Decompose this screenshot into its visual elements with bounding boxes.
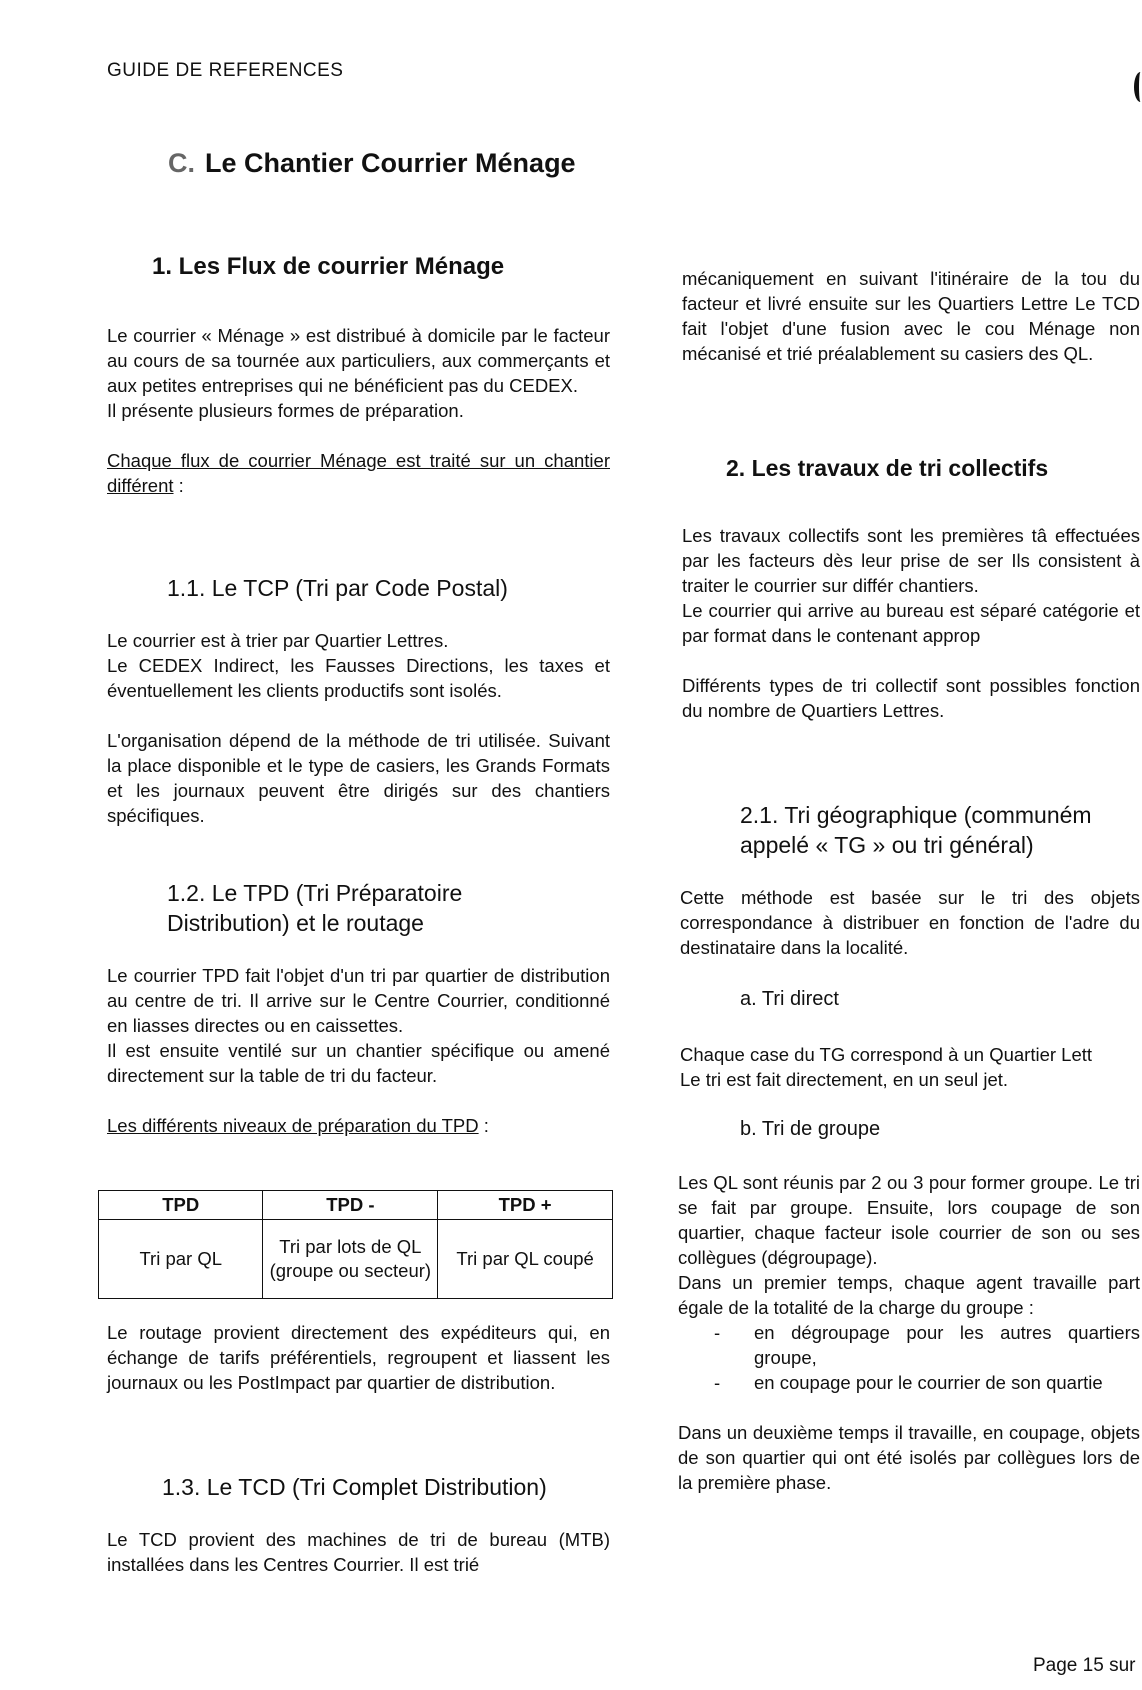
- section-1-heading: 1. Les Flux de courrier Ménage: [152, 253, 505, 280]
- section-2-1-heading: 2.1. Tri géographique (communém appelé « TG » ou tri général): [740, 802, 1092, 858]
- s1-underlined-text: Chaque flux de courrier Ménage est traité sur un chantier différent: [107, 450, 610, 496]
- routage-paragraph: Le routage provient directement des expéditeurs qui, en échange de tarifs préférentiels, regroupent et liassent les journaux ou les PostImpact par quartier de distribution.: [107, 1322, 610, 1393]
- table-caption-text: Les différents niveaux de préparation du TPD: [107, 1115, 479, 1136]
- table-caption: [107, 1113, 610, 1138]
- b-paragraph-3: Dans un deuxième temps il travaille, en coupage, objets de son quartier qui ont été isolés par collègues lors de la première phase.: [678, 1422, 1140, 1493]
- subsection-b-heading: b. Tri de groupe: [740, 1118, 881, 1140]
- tpd-header-cell: TPD: [99, 1191, 263, 1220]
- subsection-b-body: [678, 1170, 1140, 1495]
- list-item: - en coupage pour le courrier de son quartie: [678, 1370, 1140, 1395]
- section-1-1-body: [107, 628, 610, 828]
- subsection-a-heading: a. Tri direct: [740, 988, 839, 1010]
- s12-paragraph-2: Il est ensuite ventilé sur un chantier spécifique ou amené directement sur la table de tri du facteur.: [107, 1040, 610, 1086]
- s11-paragraph-1: Le courrier est à trier par Quartier Lettres.: [107, 630, 449, 651]
- s12-paragraph-1: Le courrier TPD fait l'objet d'un tri par quartier de distribution au centre de tri. Il arrive sur le Centre Courrier, conditionné en liasses directes ou en caissettes.: [107, 965, 610, 1036]
- title-letter: C.: [168, 148, 195, 178]
- document-title: [168, 148, 576, 179]
- list-item: - en dégroupage pour les autres quartiers groupe,: [678, 1320, 1140, 1370]
- tpd-header-cell: TPD -: [263, 1191, 438, 1220]
- tpd-table: [98, 1190, 613, 1299]
- section-2-heading: 2. Les travaux de tri collectifs: [726, 455, 1049, 481]
- section-1-1-heading: 1.1. Le TCP (Tri par Code Postal): [167, 575, 508, 601]
- table-row: [99, 1220, 613, 1299]
- b-paragraph-2: Dans un premier temps, chaque agent travaille part égale de la totalité de la charge du groupe :: [678, 1272, 1140, 1318]
- s11-paragraph-3: L'organisation dépend de la méthode de tri utilisée. Suivant la place disponible et le type de casiers, les Grands Formats et les journaux peuvent être dirigés sur des chantiers spécifiques.: [107, 730, 610, 826]
- s2-paragraph-3: Différents types de tri collectif sont possibles fonction du nombre de Quartiers Lettres.: [682, 675, 1140, 721]
- right-continuation-paragraph: mécaniquement en suivant l'itinéraire de la tou du facteur et livré ensuite sur les Quartiers Lettre Le TCD fait l'objet d'une fusion avec le cou Ménage non mécanisé et trié préalablement su casiers des QL.: [682, 268, 1140, 364]
- section-2-body: [682, 523, 1140, 723]
- s11-paragraph-2: Le CEDEX Indirect, les Fausses Directions, les taxes et éventuellement les clients productifs sont isolés.: [107, 655, 610, 701]
- tpd-cell: Tri par QL coupé: [438, 1220, 613, 1299]
- section-1-2-heading: 1.2. Le TPD (Tri Préparatoire Distribution) et le routage: [167, 880, 463, 936]
- page-corner-mark: [1134, 72, 1142, 102]
- section-1-2-body: [107, 963, 610, 1138]
- subsection-a-body: [680, 1042, 1140, 1092]
- section-1-3-body: Le TCD provient des machines de tri de bureau (MTB) installées dans les Centres Courrier. Il est trié: [107, 1529, 610, 1575]
- page-number: Page 15 sur: [1033, 1655, 1136, 1676]
- s1-paragraph-3: [107, 448, 610, 498]
- b-dash-list: [678, 1320, 1140, 1395]
- tpd-cell: Tri par QL: [99, 1220, 263, 1299]
- tpd-header-cell: TPD +: [438, 1191, 613, 1220]
- s1-paragraph-2: Il présente plusieurs formes de préparation.: [107, 400, 464, 421]
- table-caption-suffix: :: [478, 1115, 489, 1136]
- section-1-body: [107, 323, 610, 498]
- s1-suffix: :: [173, 475, 184, 496]
- a-paragraph-2: Le tri est fait directement, en un seul jet.: [680, 1069, 1009, 1090]
- section-2-1-body: Cette méthode est basée sur le tri des objets correspondance à distribuer en fonction de l'adre du destinataire dans la localité.: [680, 887, 1140, 958]
- a-paragraph-1: Chaque case du TG correspond à un Quartier Lett: [680, 1044, 1093, 1065]
- b-paragraph-1: Les QL sont réunis par 2 ou 3 pour former groupe. Le tri se fait par groupe. Ensuite, lors coupage de son quartier, chaque facteur isole courrier de son ou ses collègues (dégroupage).: [678, 1172, 1140, 1268]
- s2-paragraph-2: Le courrier qui arrive au bureau est séparé catégorie et par format dans le contenant approp: [682, 600, 1140, 646]
- tpd-cell: Tri par lots de QL (groupe ou secteur): [263, 1220, 438, 1299]
- document-header: GUIDE DE REFERENCES: [107, 60, 344, 81]
- title-text: Le Chantier Courrier Ménage: [205, 148, 576, 178]
- section-1-3-heading: 1.3. Le TCD (Tri Complet Distribution): [162, 1474, 547, 1500]
- s2-paragraph-1: Les travaux collectifs sont les premières tâ effectuées par les facteurs dès leur prise de ser Ils consistent à traiter le courrier sur différ chantiers.: [682, 525, 1140, 596]
- s1-paragraph-1: Le courrier « Ménage » est distribué à domicile par le facteur au cours de sa tournée aux particuliers, aux commerçants et aux petites entreprises qui ne bénéficient pas du CEDEX.: [107, 325, 610, 396]
